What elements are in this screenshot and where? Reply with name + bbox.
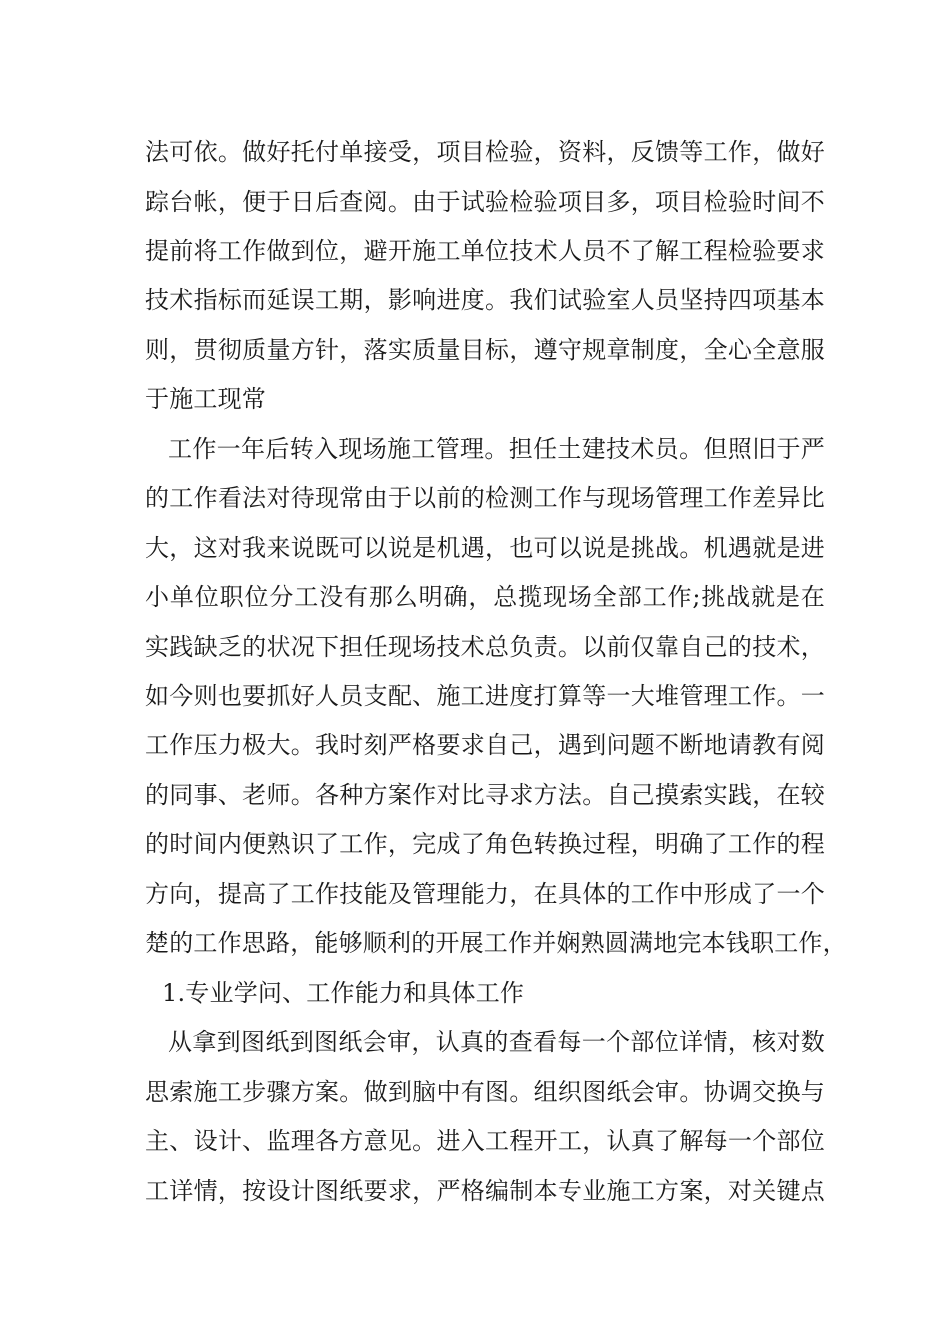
text-line: 的时间内便熟识了工作，完成了角色转换过程，明确了工作的程 — [145, 830, 825, 858]
text-line: 楚的工作思路，能够顺利的开展工作并娴熟圆满地完本钱职工作， — [145, 929, 847, 957]
text-line: 小单位职位分工没有那么明确，总揽现场全部工作;挑战就是在 — [145, 583, 825, 611]
text-line: 思索施工步骤方案。做到脑中有图。组织图纸会审。协调交换与 — [145, 1078, 825, 1106]
text-line: 的同事、老师。各种方案作对比寻求方法。自己摸索实践，在较 — [145, 781, 825, 809]
text-line: 于施工现常 — [145, 385, 266, 413]
paragraph-first-line: 工作一年后转入现场施工管理。担任土建技术员。但照旧于严 — [168, 435, 825, 463]
section-heading: 1.专业学问、工作能力和具体工作 — [162, 979, 525, 1007]
text-line: 方向，提高了工作技能及管理能力，在具体的工作中形成了一个 — [145, 880, 825, 908]
text-line: 实践缺乏的状况下担任现场技术总负责。以前仅靠自己的技术， — [145, 633, 825, 661]
text-line: 踪台帐，便于日后查阅。由于试验检验项目多，项目检验时间不 — [145, 188, 825, 216]
text-line: 提前将工作做到位，避开施工单位技术人员不了解工程检验要求 — [145, 237, 825, 265]
text-line: 则，贯彻质量方针，落实质量目标，遵守规章制度，全心全意服 — [145, 336, 825, 364]
text-line: 法可依。做好托付单接受，项目检验，资料，反馈等工作，做好 — [145, 138, 825, 166]
text-line: 主、设计、监理各方意见。进入工程开工，认真了解每一个部位 — [145, 1127, 825, 1155]
paragraph-first-line: 从拿到图纸到图纸会审，认真的查看每一个部位详情，核对数 — [168, 1028, 825, 1056]
text-line: 工作压力极大。我时刻严格要求自己，遇到问题不断地请教有阅 — [145, 731, 825, 759]
text-line: 工详情，按设计图纸要求，严格编制本专业施工方案，对关键点 — [145, 1177, 825, 1205]
text-line: 的工作看法对待现常由于以前的检测工作与现场管理工作差异比 — [145, 484, 825, 512]
text-line: 技术指标而延误工期，影响进度。我们试验室人员坚持四项基本 — [145, 286, 825, 314]
text-line: 如今则也要抓好人员支配、施工进度打算等一大堆管理工作。一 — [145, 682, 825, 710]
text-line: 大，这对我来说既可以说是机遇，也可以说是挑战。机遇就是进 — [145, 534, 825, 562]
